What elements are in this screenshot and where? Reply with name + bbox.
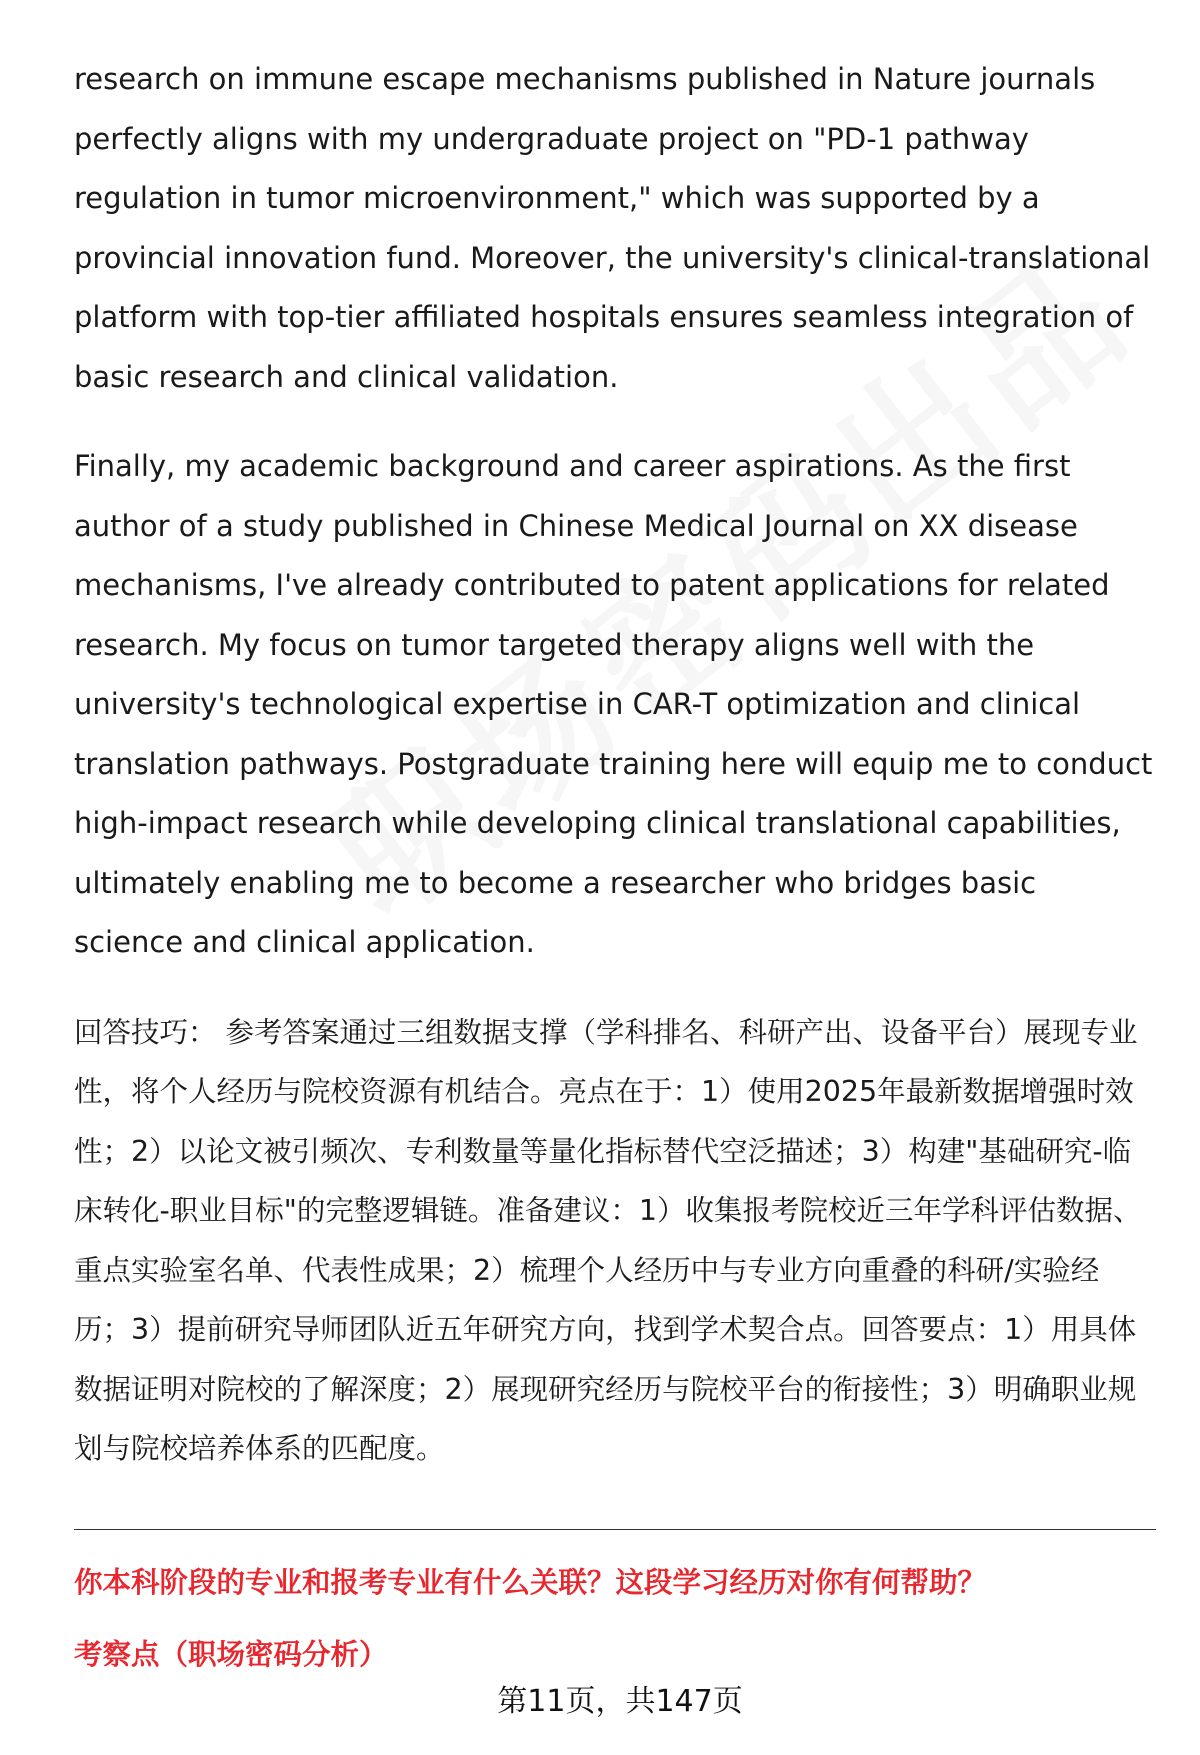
next-question-heading: 你本科阶段的专业和报考专业有什么关联？这段学习经历对你有何帮助？ — [74, 1566, 987, 1599]
answer-paragraph-2: Finally, my academic background and career aspirations. As the first author of a study published in Chinese Medical Journal on XX disease mechanisms, I've already contributed to patent applications for related research. My focus on tumor targeted therapy aligns well with the university's technological expertise in CAR-T optimization and clinical translation pathways. Postgraduate training here will equip me to conduct high-impact research while developing clinical translational capabilities, ultimately enabling me to become a researcher who bridges basic science and clinical application. — [74, 449, 1153, 959]
section-divider — [74, 1529, 1156, 1530]
answer-paragraph-1: research on immune escape mechanisms published in Nature journals perfectly aligns with my undergraduate project on "PD-1 pathway regulation in tumor microenvironment," which was supported by a provincial innovation fund. Moreover, the university's clinical-translational platform with top-tier affiliated hospitals ensures seamless integration of basic research and clinical validation. — [74, 62, 1151, 394]
tips-paragraph: 回答技巧： 参考答案通过三组数据支撑（学科排名、科研产出、设备平台）展现专业性，将个人经历与院校资源有机结合。亮点在于：1）使用2025年最新数据增强时效性；2）以论文被引频次、专利数量等量化指标替代空泛描述；3）构建"基础研究-临床转化-职业目标"的完整逻辑链。准备建议：1）收集报考院校近三年学科评估数据、重点实验室名单、代表性成果；2）梳理个人经历中与专业方向重叠的科研/实验经历；3）提前研究导师团队近五年研究方向，找到学术契合点。回答要点：1）用具体数据证明对院校的了解深度；2）展现研究经历与院校平台的衔接性；3）明确职业规划与院校培养体系的匹配度。 — [74, 1015, 1142, 1465]
page-number: 第11页，共147页 — [497, 1684, 743, 1719]
next-question-subheading: 考察点（职场密码分析） — [74, 1638, 388, 1671]
document-body — [74, 50, 1154, 1479]
